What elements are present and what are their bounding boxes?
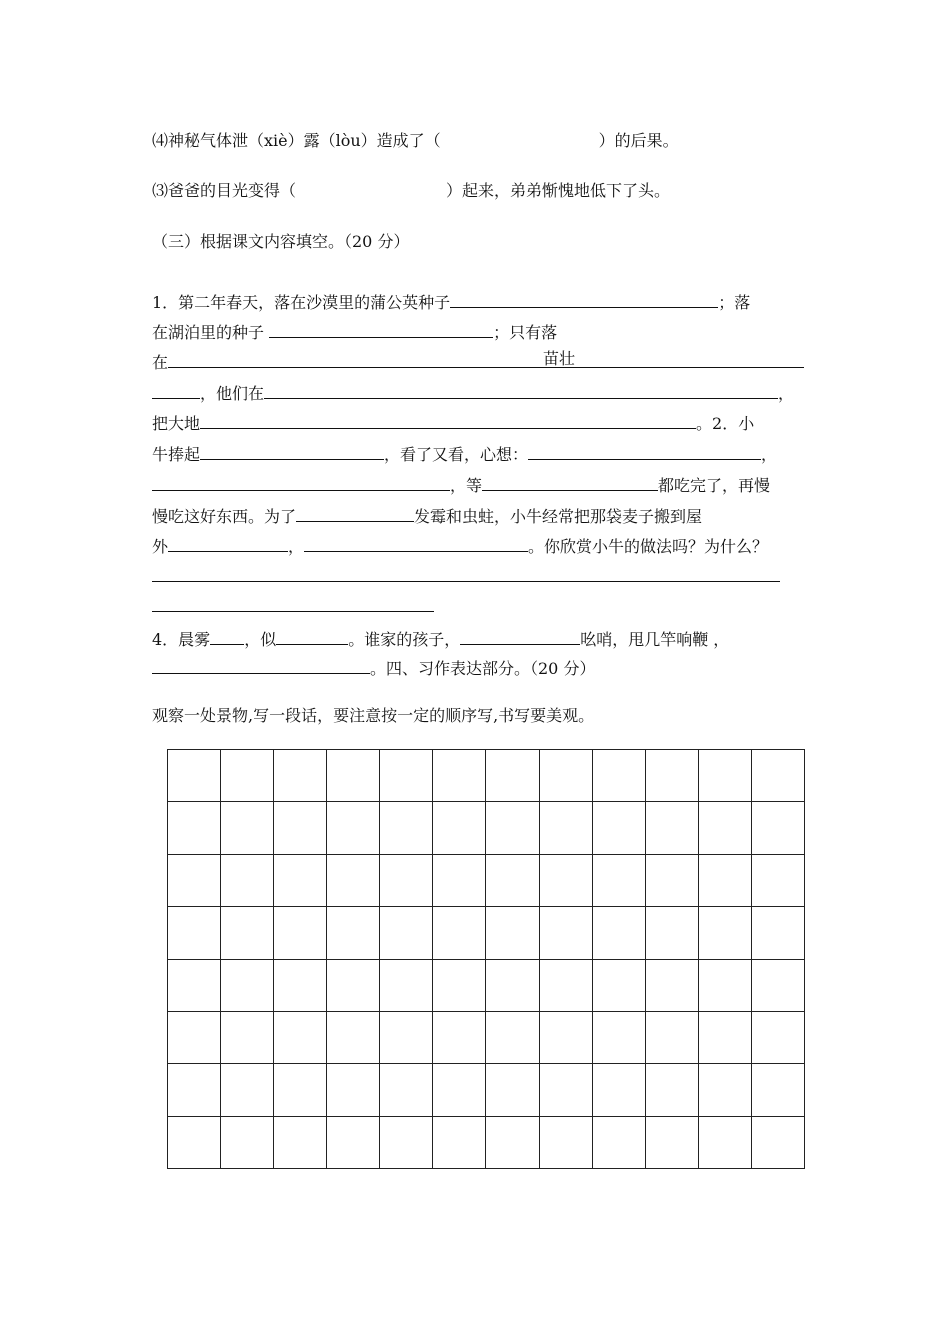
grid-cell[interactable] (486, 750, 539, 802)
answer-blank[interactable] (460, 628, 580, 645)
grid-cell[interactable] (221, 750, 274, 802)
answer-blank[interactable] (304, 535, 528, 552)
grid-cell[interactable] (752, 960, 805, 1012)
grid-cell[interactable] (327, 1064, 380, 1116)
fill-text: ， (288, 537, 305, 556)
grid-cell[interactable] (486, 1012, 539, 1064)
answer-blank[interactable] (210, 628, 244, 645)
grid-cell[interactable] (752, 802, 805, 854)
grid-cell[interactable] (380, 750, 433, 802)
grid-cell[interactable] (327, 1117, 380, 1169)
grid-cell[interactable] (699, 1117, 752, 1169)
grid-cell[interactable] (221, 855, 274, 907)
grid-cell[interactable] (540, 855, 593, 907)
grid-cell[interactable] (380, 1064, 433, 1116)
answer-blank[interactable] (450, 291, 718, 308)
answer-blank[interactable] (296, 505, 414, 522)
grid-cell[interactable] (433, 1012, 486, 1064)
fill-text: 4．晨雾 (152, 630, 211, 649)
grid-cell[interactable] (699, 907, 752, 959)
grid-cell[interactable] (168, 907, 221, 959)
grid-cell[interactable] (168, 750, 221, 802)
grid-cell[interactable] (380, 802, 433, 854)
fill-text: 1．第二年春天，落在沙漠里的蒲公英种子 (152, 293, 451, 312)
fill-text: 在 (152, 353, 169, 372)
fill-text: 吆哨，甩几竿响鞭 ， (580, 630, 730, 649)
fill-text: ；落 (718, 293, 751, 312)
grid-cell[interactable] (593, 960, 646, 1012)
grid-cell[interactable] (221, 1064, 274, 1116)
answer-blank[interactable] (152, 595, 434, 612)
grid-cell[interactable] (752, 1117, 805, 1169)
answer-blank[interactable] (264, 382, 778, 399)
fill-line-8 (152, 505, 702, 527)
fill-line-5 (152, 412, 754, 434)
fill-line-13 (152, 657, 595, 679)
answer-blank[interactable] (152, 382, 200, 399)
answer-blank[interactable] (168, 351, 804, 368)
grid-cell[interactable] (274, 1117, 327, 1169)
grid-cell[interactable] (752, 855, 805, 907)
grid-cell[interactable] (540, 1064, 593, 1116)
writing-grid[interactable] (167, 749, 805, 1169)
grid-cell[interactable] (593, 1117, 646, 1169)
fill-line-11 (152, 595, 434, 617)
fill-text: 。谁家的孩子， (348, 630, 461, 649)
fill-line-3 (152, 351, 804, 373)
grid-cell[interactable] (699, 802, 752, 854)
grid-cell[interactable] (752, 1064, 805, 1116)
fill-line-7 (152, 474, 770, 496)
grid-cell[interactable] (274, 1012, 327, 1064)
grid-cell[interactable] (646, 855, 699, 907)
grid-cell[interactable] (327, 802, 380, 854)
grid-cell[interactable] (433, 907, 486, 959)
answer-blank[interactable] (482, 474, 658, 491)
fill-text: 发霉和虫蛀，小牛经常把那袋麦子搬到屋 (414, 507, 703, 526)
grid-cell[interactable] (380, 907, 433, 959)
grid-cell[interactable] (433, 1064, 486, 1116)
grid-cell[interactable] (699, 1012, 752, 1064)
grid-cell[interactable] (168, 1117, 221, 1169)
answer-blank[interactable] (168, 535, 288, 552)
grid-cell[interactable] (486, 802, 539, 854)
grid-cell[interactable] (327, 907, 380, 959)
grid-cell[interactable] (168, 855, 221, 907)
fill-line-6 (152, 443, 777, 465)
grid-cell[interactable] (699, 855, 752, 907)
fill-line-9 (152, 535, 768, 557)
grid-cell[interactable] (221, 1012, 274, 1064)
grid-cell[interactable] (274, 750, 327, 802)
q4-text-post: ）的后果。 (598, 131, 679, 150)
grid-cell[interactable] (486, 960, 539, 1012)
grid-cell[interactable] (646, 750, 699, 802)
fill-text: 把大地 (152, 414, 201, 433)
grid-cell[interactable] (593, 1012, 646, 1064)
grid-cell[interactable] (540, 960, 593, 1012)
fill-line-2 (152, 321, 557, 343)
question-4 (152, 131, 679, 151)
fill-text: ，他们在 (200, 384, 265, 403)
grid-cell[interactable] (486, 1064, 539, 1116)
grid-cell[interactable] (327, 750, 380, 802)
q3-text-post: ）起来，弟弟惭愧地低下了头。 (446, 181, 671, 200)
q4-text-pre: ⑷神秘气体泄（xiè）露（lòu）造成了（ (152, 131, 441, 150)
grid-cell[interactable] (168, 1064, 221, 1116)
fill-text: 苗壮 (543, 349, 576, 368)
grid-cell[interactable] (646, 907, 699, 959)
fill-text: 在湖泊里的种子 (152, 323, 270, 342)
fill-text: ， (778, 384, 795, 403)
grid-cell[interactable] (221, 1117, 274, 1169)
grid-cell[interactable] (593, 802, 646, 854)
grid-cell[interactable] (433, 1117, 486, 1169)
grid-cell[interactable] (380, 960, 433, 1012)
answer-blank[interactable] (152, 474, 450, 491)
answer-blank[interactable] (276, 628, 348, 645)
grid-cell[interactable] (752, 907, 805, 959)
grid-cell[interactable] (433, 960, 486, 1012)
grid-cell[interactable] (646, 1064, 699, 1116)
fill-text: 外 (152, 537, 169, 556)
grid-cell[interactable] (699, 750, 752, 802)
grid-cell[interactable] (433, 750, 486, 802)
grid-cell[interactable] (752, 1012, 805, 1064)
grid-cell[interactable] (486, 1117, 539, 1169)
grid-cell[interactable] (752, 750, 805, 802)
fill-text: 。2．小 (696, 414, 755, 433)
grid-cell[interactable] (540, 802, 593, 854)
grid-cell[interactable] (327, 855, 380, 907)
grid-cell[interactable] (593, 1064, 646, 1116)
answer-blank[interactable] (152, 565, 780, 582)
grid-cell[interactable] (380, 1117, 433, 1169)
grid-cell[interactable] (274, 802, 327, 854)
fill-text: ，看了又看，心想： (384, 445, 529, 464)
grid-cell[interactable] (221, 907, 274, 959)
section-3-title: （三）根据课文内容填空。（20 分） (152, 232, 410, 251)
grid-cell[interactable] (274, 960, 327, 1012)
grid-cell[interactable] (646, 1117, 699, 1169)
grid-cell[interactable] (593, 907, 646, 959)
grid-cell[interactable] (486, 855, 539, 907)
grid-cell[interactable] (593, 855, 646, 907)
grid-cell[interactable] (699, 960, 752, 1012)
grid-cell[interactable] (433, 855, 486, 907)
grid-cell[interactable] (274, 1064, 327, 1116)
grid-cell[interactable] (593, 750, 646, 802)
fill-text: 慢吃这好东西。为了 (152, 507, 297, 526)
fill-text: ，似 (244, 630, 277, 649)
grid-cell[interactable] (433, 802, 486, 854)
fill-line-10 (152, 565, 780, 587)
answer-blank[interactable] (528, 443, 761, 460)
grid-cell[interactable] (699, 1064, 752, 1116)
grid-cell[interactable] (274, 907, 327, 959)
grid-cell[interactable] (168, 1012, 221, 1064)
fill-text: ，等 (450, 476, 483, 495)
fill-text: 。你欣赏小牛的做法吗？为什么？ (528, 537, 769, 556)
answer-blank[interactable] (269, 321, 493, 338)
grid-cell[interactable] (486, 907, 539, 959)
fill-line-12 (152, 628, 729, 650)
fill-line-4 (152, 382, 794, 404)
q3-text-pre: ⑶爸爸的目光变得（ (152, 181, 297, 200)
fill-text: ， (761, 445, 778, 464)
grid-cell[interactable] (327, 1012, 380, 1064)
grid-cell[interactable] (221, 802, 274, 854)
fill-line-1 (152, 291, 750, 313)
grid-cell[interactable] (540, 1117, 593, 1169)
question-3 (152, 181, 670, 201)
grid-cell[interactable] (380, 855, 433, 907)
grid-cell[interactable] (540, 750, 593, 802)
answer-blank[interactable] (200, 443, 384, 460)
writing-prompt: 观察一处景物,写一段话，要注意按一定的顺序写,书写要美观。 (152, 706, 595, 725)
fill-text: 。四、习作表达部分。（20 分） (370, 659, 596, 678)
fill-text: 都吃完了，再慢 (658, 476, 771, 495)
grid-cell[interactable] (327, 960, 380, 1012)
grid-cell[interactable] (380, 1012, 433, 1064)
grid-cell[interactable] (540, 907, 593, 959)
grid-cell[interactable] (221, 960, 274, 1012)
fill-text: 牛捧起 (152, 445, 201, 464)
grid-cell[interactable] (540, 1012, 593, 1064)
fill-text: ；只有落 (493, 323, 558, 342)
grid-cell[interactable] (168, 960, 221, 1012)
grid-cell[interactable] (168, 802, 221, 854)
grid-cell[interactable] (646, 960, 699, 1012)
grid-cell[interactable] (274, 855, 327, 907)
answer-blank[interactable] (200, 412, 696, 429)
answer-blank[interactable] (152, 657, 370, 674)
grid-cell[interactable] (646, 1012, 699, 1064)
grid-cell[interactable] (646, 802, 699, 854)
